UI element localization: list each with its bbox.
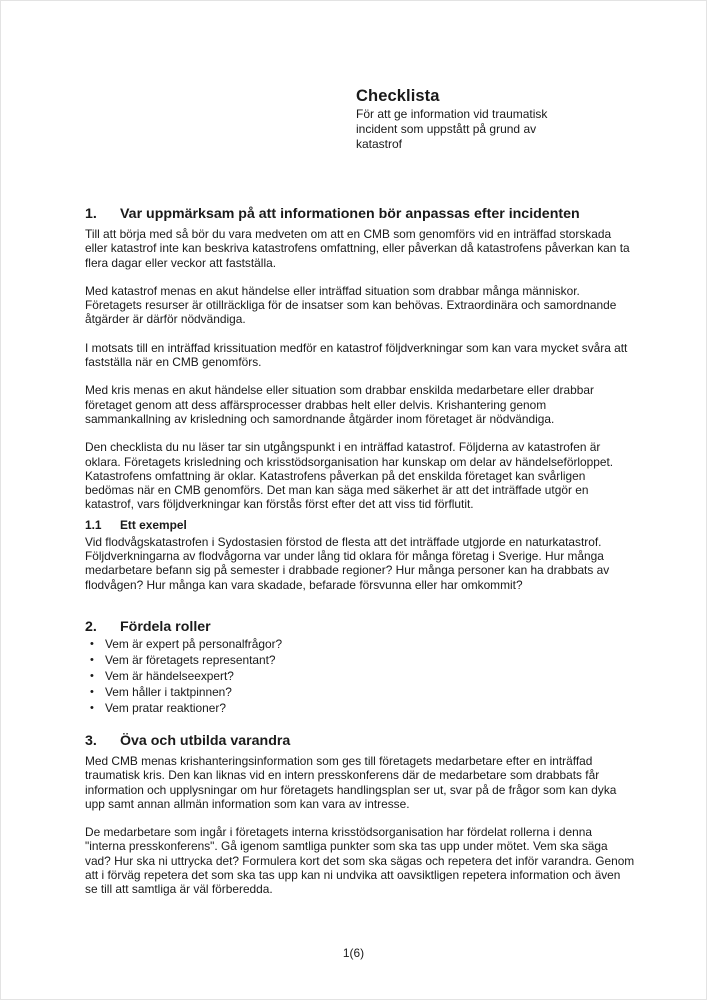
paragraph: Med kris menas en akut händelse eller situation som drabbar enskilda medarbetare eller drabbar företaget genom att dess affärsprocesser drabbas helt eller delvis. Krishantering genom sammankallning av krisledning och samordnande åtgärder inom företaget är nödvändiga. <box>85 383 594 426</box>
paragraph: Med katastrof menas en akut händelse eller inträffad situation som drabbar många människor. Företagets resurser är otillräckliga för de insatser som kan behövas. Extraordinära och samordnande åtgärder är därför nödvändiga. <box>85 283 617 327</box>
section-number: 1. <box>85 206 97 222</box>
list-item <box>85 668 635 684</box>
bullet-icon: • <box>90 637 94 650</box>
section-2-heading <box>85 619 635 636</box>
section-1-heading <box>85 206 635 223</box>
list-item-text: Vem är händelseexpert? <box>105 668 234 683</box>
paragraph: Den checklista du nu läser tar sin utgångspunkt i en inträffad katastrof. Följderna av katastrofen är oklara. Företagets krisledning och krisstödsorganisation har kunskap om delar av händelseförloppet. Katastrofens omfattning är oklar. Katastrofens påverkan på det enskilda företaget kan svårligen bedömas när en CMB genomförs. Det man kan säga med säkerhet är att det inträffade utgör en katastrof, vars följdverkningar kan förstås först efter det att viss tid förflutit. <box>85 440 614 512</box>
document-subtitle: För att ge information vid traumatisk incident som uppstått på grund av katastrof <box>356 107 548 151</box>
section-3 <box>85 733 635 897</box>
list-item <box>85 652 635 668</box>
role-bullet-list <box>85 636 635 716</box>
list-item <box>85 684 635 700</box>
list-item-text: Vem är expert på personalfrågor? <box>105 636 283 651</box>
section-number: 2. <box>85 618 97 635</box>
list-item-text: Vem pratar reaktioner? <box>105 700 226 715</box>
bullet-icon: • <box>90 701 94 714</box>
bullet-icon: • <box>90 685 94 698</box>
paragraph: De medarbetare som ingår i företagets interna krisstödsorganisation har fördelat rollerna i denna "interna presskonferens". Gå igenom samtliga punkter som ska tas upp under mötet. Vem ska säga vad? Hur ska ni uttrycka det? Formulera kort det som ska sägas och repetera det inför varandra. Genom att i förväg repetera det som ska tas upp kan ni undvika att oavsiktligen repetera information och även se till att samtliga är väl förberedda. <box>85 825 635 897</box>
section-2 <box>85 619 635 716</box>
subsection-number: 1.1 <box>85 517 102 532</box>
section-number: 3. <box>85 732 97 749</box>
paragraph: Vid flodvågskatastrofen i Sydostasien förstod de flesta att det inträffade utgjorde en naturkatastrof. Följdverkningarna av flodvågorna var under lång tid oklara för många företag i Sverige. Hur många medarbetare befann sig på semester i drabbade regioner? Hur många personer kan ha drabbats av flodvågen? Hur många kan vara skadade, befarade försvunna eller har omkommit? <box>85 534 610 592</box>
section-heading-text: Var uppmärksam på att informationen bör anpassas efter incidenten <box>120 206 580 222</box>
page-footer <box>1 946 706 960</box>
list-item <box>85 636 635 652</box>
section-3-heading <box>85 733 635 750</box>
list-item-text: Vem är företagets representant? <box>105 652 276 667</box>
section-heading-text: Öva och utbilda varandra <box>120 732 291 749</box>
paragraph: Med CMB menas krishanteringsinformation som ges till företagets medarbetare efter en inträffad traumatisk kris. Den kan liknas vid en intern presskonferens där de medarbetare som drabbats får information och upplysningar om hur företagets handlingsplan ser ut, svar på de frågor som kan dyka upp samt annan allmän information som kan vara av intresse. <box>85 753 617 811</box>
document-title: Checklista <box>356 87 440 105</box>
title-block <box>356 87 586 152</box>
list-item-text: Vem håller i taktpinnen? <box>105 684 232 699</box>
page-number: 1(6) <box>342 946 365 960</box>
bullet-icon: • <box>90 653 94 666</box>
section-heading-text: Fördela roller <box>120 618 211 635</box>
paragraph: I motsats till en inträffad krissituation medför en katastrof följdverkningar som kan vara mycket svåra att fastställa när en CMB genomförs. <box>85 340 628 370</box>
subsection-1-1-heading <box>85 518 635 532</box>
paragraph: Till att börja med så bör du vara medveten om att en CMB som genomförs vid en inträffad storskada eller katastrof inte kan beskriva katastrofens omfattning, eller påverkan då katastrofens påverkan kan ta flera dagar eller veckor att fastställa. <box>85 227 630 270</box>
document-content <box>85 1 635 897</box>
list-item <box>85 700 635 716</box>
bullet-icon: • <box>90 669 94 682</box>
section-1 <box>85 206 635 592</box>
subsection-heading-text: Ett exempel <box>120 517 187 532</box>
